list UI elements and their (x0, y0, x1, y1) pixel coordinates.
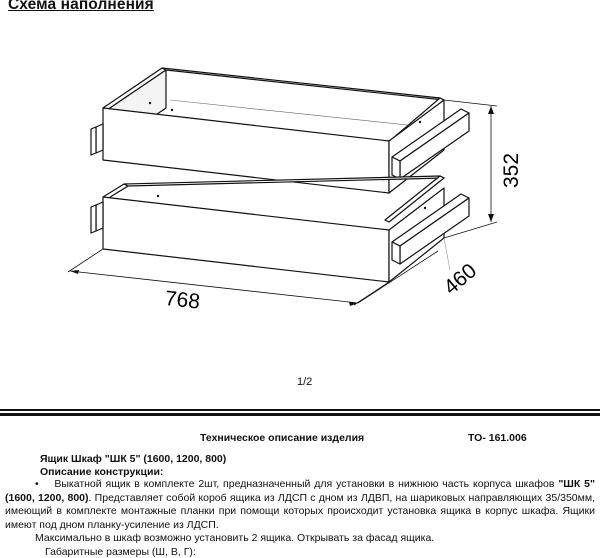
section-title: Описание конструкции: (40, 466, 164, 478)
page-title: Схема наполнения (8, 0, 154, 13)
para1-end: . Представляет собой короб ящика из ЛДСП с дном из ЛДВП, на шариковых направляющих 35/350мм, имеющий в комплекте монтажные планки при помощи которых происходит установка ящика в корпус шкафа. Ящики имеют под дном планку-усиление из ЛДСП. (5, 491, 595, 531)
depth-dimension-label: 460 (439, 259, 482, 300)
para1-bold: "ШК 5" (1600, 1200, 800) (5, 478, 595, 504)
para1-start: Выкатной ящик в комплекте 2шт, предназначенный для установки в нижнюю часть корпуса шкафов (54, 478, 559, 490)
separator-thin (0, 409, 600, 411)
page-number: 1/2 (297, 376, 313, 388)
height-dimension-label: 352 (500, 152, 523, 188)
description-text (5, 478, 595, 546)
product-title: Ящик Шкаф "ШК 5" (1600, 1200, 800) (40, 453, 227, 465)
separator-thick (0, 413, 600, 416)
lower-drawer (91, 176, 469, 282)
doc-heading: Техническое описание изделия (200, 432, 365, 444)
para3: Габаритные размеры (Ш, В, Г): (45, 546, 196, 558)
width-dimension-label: 768 (163, 286, 202, 314)
doc-code: ТО- 161.006 (468, 432, 527, 444)
para2: Максимально в шкаф возможно установить 2 ящика. Открывать за фасад ящика. (35, 532, 435, 544)
bullet: • (35, 478, 39, 490)
upper-drawer (91, 68, 469, 193)
